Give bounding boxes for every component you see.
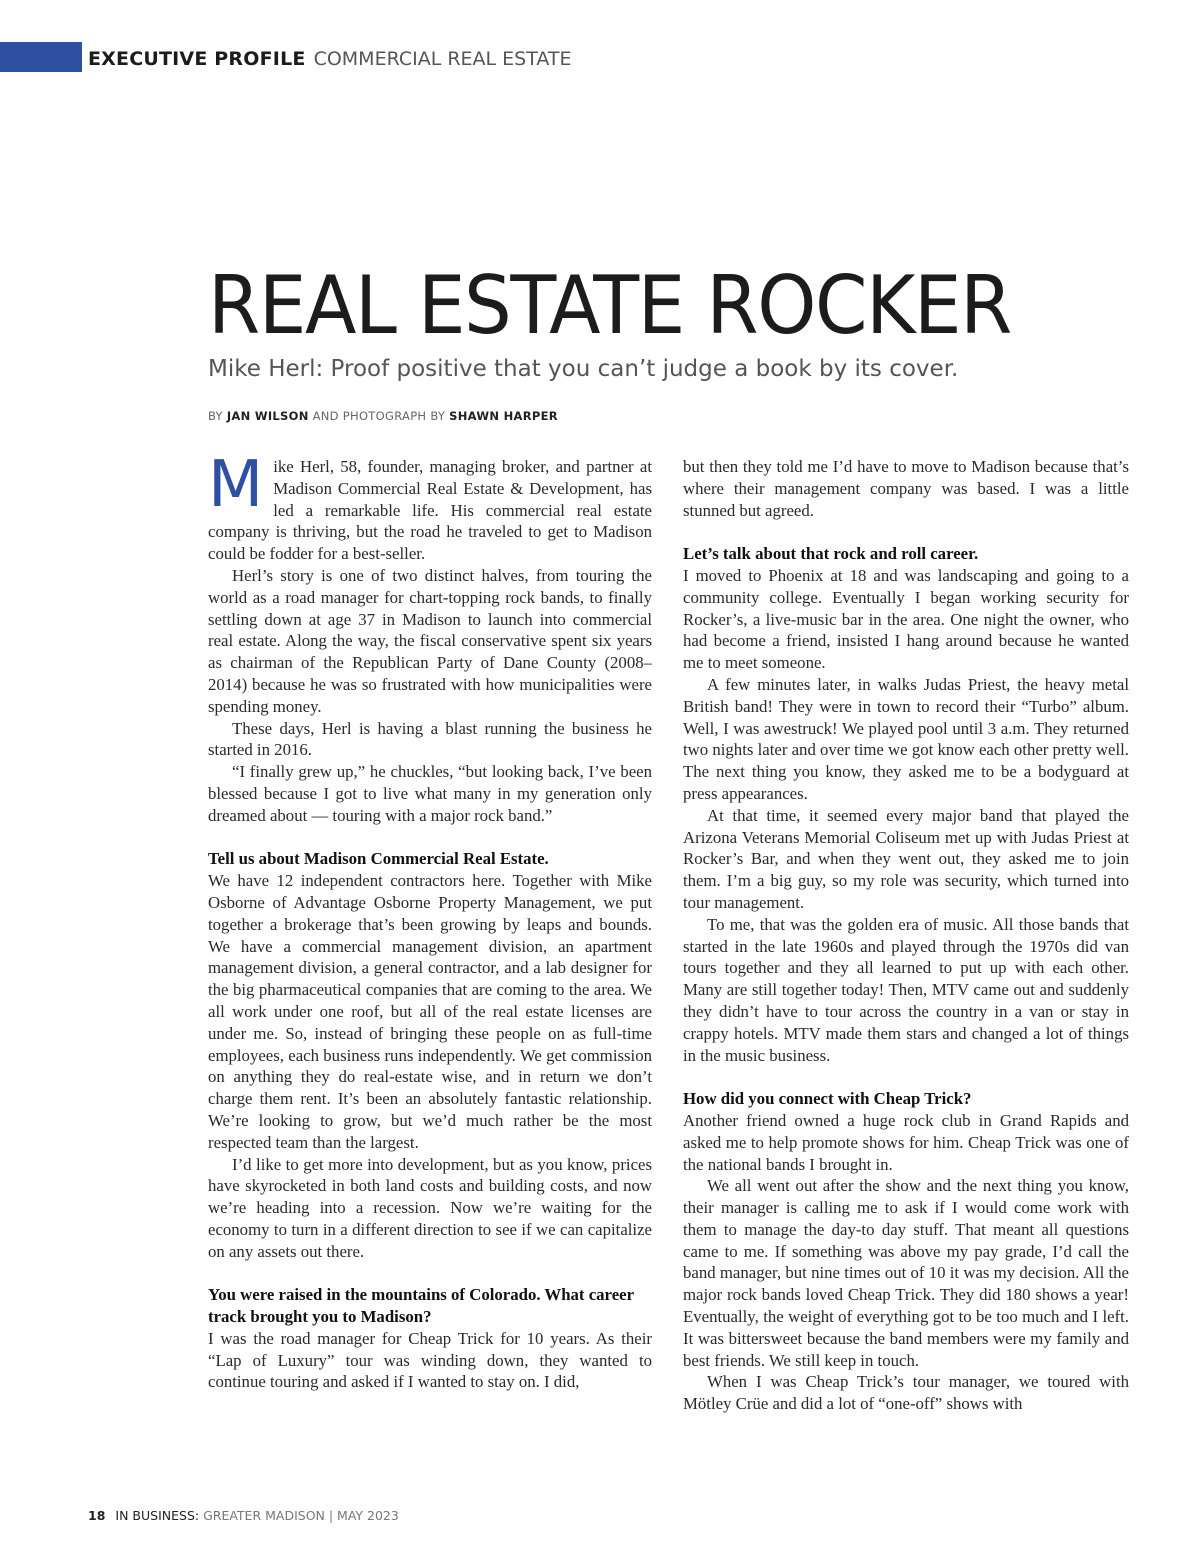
article-column-right xyxy=(683,456,1129,1415)
answer-paragraph: I was the road manager for Cheap Trick for 10 years. As their “Lap of Luxury” tour was winding down, they wanted to continue touring and asked if I wanted to stay on. I did, xyxy=(208,1328,652,1392)
answer-paragraph: I moved to Phoenix at 18 and was landscaping and going to a community college. Eventually I began working security for Rocker’s, a live-music bar in the area. One night the owner, who had become a friend, insisted I hang around because he wanted me to meet someone. xyxy=(683,565,1129,673)
page-footer xyxy=(88,1508,399,1523)
edition-info: GREATER MADISON | MAY 2023 xyxy=(199,1508,399,1523)
publication-name: IN BUSINESS: xyxy=(115,1508,200,1523)
answer-paragraph: A few minutes later, in walks Judas Priest, the heavy metal British band! They were in town to record their “Turbo” album. Well, I was awestruck! We played pool until 3 a.m. They returned two nights later and over time we got know each other pretty well. The next thing you know, they asked me to be a bodyguard at press appearances. xyxy=(683,674,1129,803)
page-number: 18 xyxy=(88,1508,106,1523)
body-paragraph: These days, Herl is having a blast running the business he started in 2016. xyxy=(208,718,652,760)
drop-cap: M xyxy=(208,448,264,522)
body-paragraph: Herl’s story is one of two distinct halves, from touring the world as a road manager for chart-topping rock bands, to finally settling down at age 37 in Madison to launch into commercial real estate. Along the way, the fiscal conservative spent six years as chairman of the Republican Party of Dane County (2008–2014) because he was so frustrated with how municipalities were spending money. xyxy=(208,565,652,716)
byline-photographer: SHAWN HARPER xyxy=(449,409,558,423)
answer-paragraph: To me, that was the golden era of music. All those bands that started in the late 1960s and played through the 1970s did van tours together and they all learned to put up with each other. Many are still together today! Then, MTV came out and suddenly they didn’t have to tour across the country in a van or stay in crappy hotels. MTV made them stars and changed a lot of things in the music business. xyxy=(683,914,1129,1065)
article-deck: Mike Herl: Proof positive that you can’t judge a book by its cover. xyxy=(208,356,959,382)
intro-paragraph xyxy=(208,448,652,565)
intro-text: ike Herl, 58, founder, managing broker, and partner at Madison Commercial Real Estate & Development, has led a remarkable life. His commercial real estate company is thriving, but the road he traveled to get to Madison could be fodder for a best-seller. xyxy=(208,457,652,564)
section-label xyxy=(88,46,571,72)
question-heading: Tell us about Madison Commercial Real Estate. xyxy=(208,849,549,869)
answer-paragraph: Another friend owned a huge rock club in Grand Rapids and asked me to help promote shows for him. Cheap Trick was one of the national bands I brought in. xyxy=(683,1110,1129,1174)
answer-paragraph: I’d like to get more into development, but as you know, prices have skyrocketed in both land costs and building costs, and now we’re heading into a recession. Now we’re waiting for the economy to turn in a different direction to see if we can capitalize on any assets out there. xyxy=(208,1154,652,1261)
article-title: REAL ESTATE ROCKER xyxy=(208,259,1011,352)
subsection-name: COMMERCIAL REAL ESTATE xyxy=(313,48,572,70)
article-column-left xyxy=(208,448,652,1393)
byline xyxy=(208,408,558,424)
section-name: EXECUTIVE PROFILE xyxy=(88,48,306,70)
question-heading: You were raised in the mountains of Colorado. What career track brought you to Madison? xyxy=(208,1285,634,1327)
answer-paragraph: At that time, it seemed every major band that played the Arizona Veterans Memorial Coliseum met up with Judas Priest at Rocker’s Bar, and when they went out, they asked me to join them. I’m a big guy, so my role was security, which turned into tour management. xyxy=(683,805,1129,912)
answer-paragraph: We all went out after the show and the next thing you know, their manager is calling me to ask if I would come work with them to manage the day-to day stuff. That meant all questions came to me. If something was above my pay grade, I’d call the band manager, but nine times out of 10 it was my decision. All the major rock bands loved Cheap Trick. They did 180 shows a year! Eventually, the weight of everything got to be too much and I left. It was bittersweet because the band members were my family and best friends. We still keep in touch. xyxy=(683,1176,1129,1370)
answer-paragraph: We have 12 independent contractors here. Together with Mike Osborne of Advantage Osborne Property Management, we put together a brokerage that’s been growing by leaps and bounds. We have a commercial management division, an apartment management division, a general contractor, and a lab designer for the big pharmaceutical companies that are coming to the area. We all work under one roof, but all of the real estate licenses are under me. So, instead of bringing these people on as full-time employees, each business runs independently. We get commission on anything they do real-estate wise, and in return we don’t charge them rent. It’s been an absolutely fantastic relationship. We’re looking to grow, but we’d much rather be the most respected team than the largest. xyxy=(208,871,652,1152)
byline-author: JAN WILSON xyxy=(226,409,309,423)
byline-by: BY xyxy=(208,409,227,423)
quote-paragraph: “I finally grew up,” he chuckles, “but looking back, I’ve been blessed because I got to live what many in my generation only dreamed about — touring with a major rock band.” xyxy=(208,762,652,825)
answer-paragraph: When I was Cheap Trick’s tour manager, we toured with Mötley Crüe and did a lot of “one-off” shows with xyxy=(683,1372,1129,1414)
continued-paragraph: but then they told me I’d have to move to Madison because that’s where their management company was based. I was a little stunned but agreed. xyxy=(683,457,1129,520)
question-heading: Let’s talk about that rock and roll career. xyxy=(683,544,979,564)
byline-mid: AND PHOTOGRAPH BY xyxy=(308,409,450,423)
section-color-bar xyxy=(0,42,82,72)
question-heading: How did you connect with Cheap Trick? xyxy=(683,1089,972,1109)
